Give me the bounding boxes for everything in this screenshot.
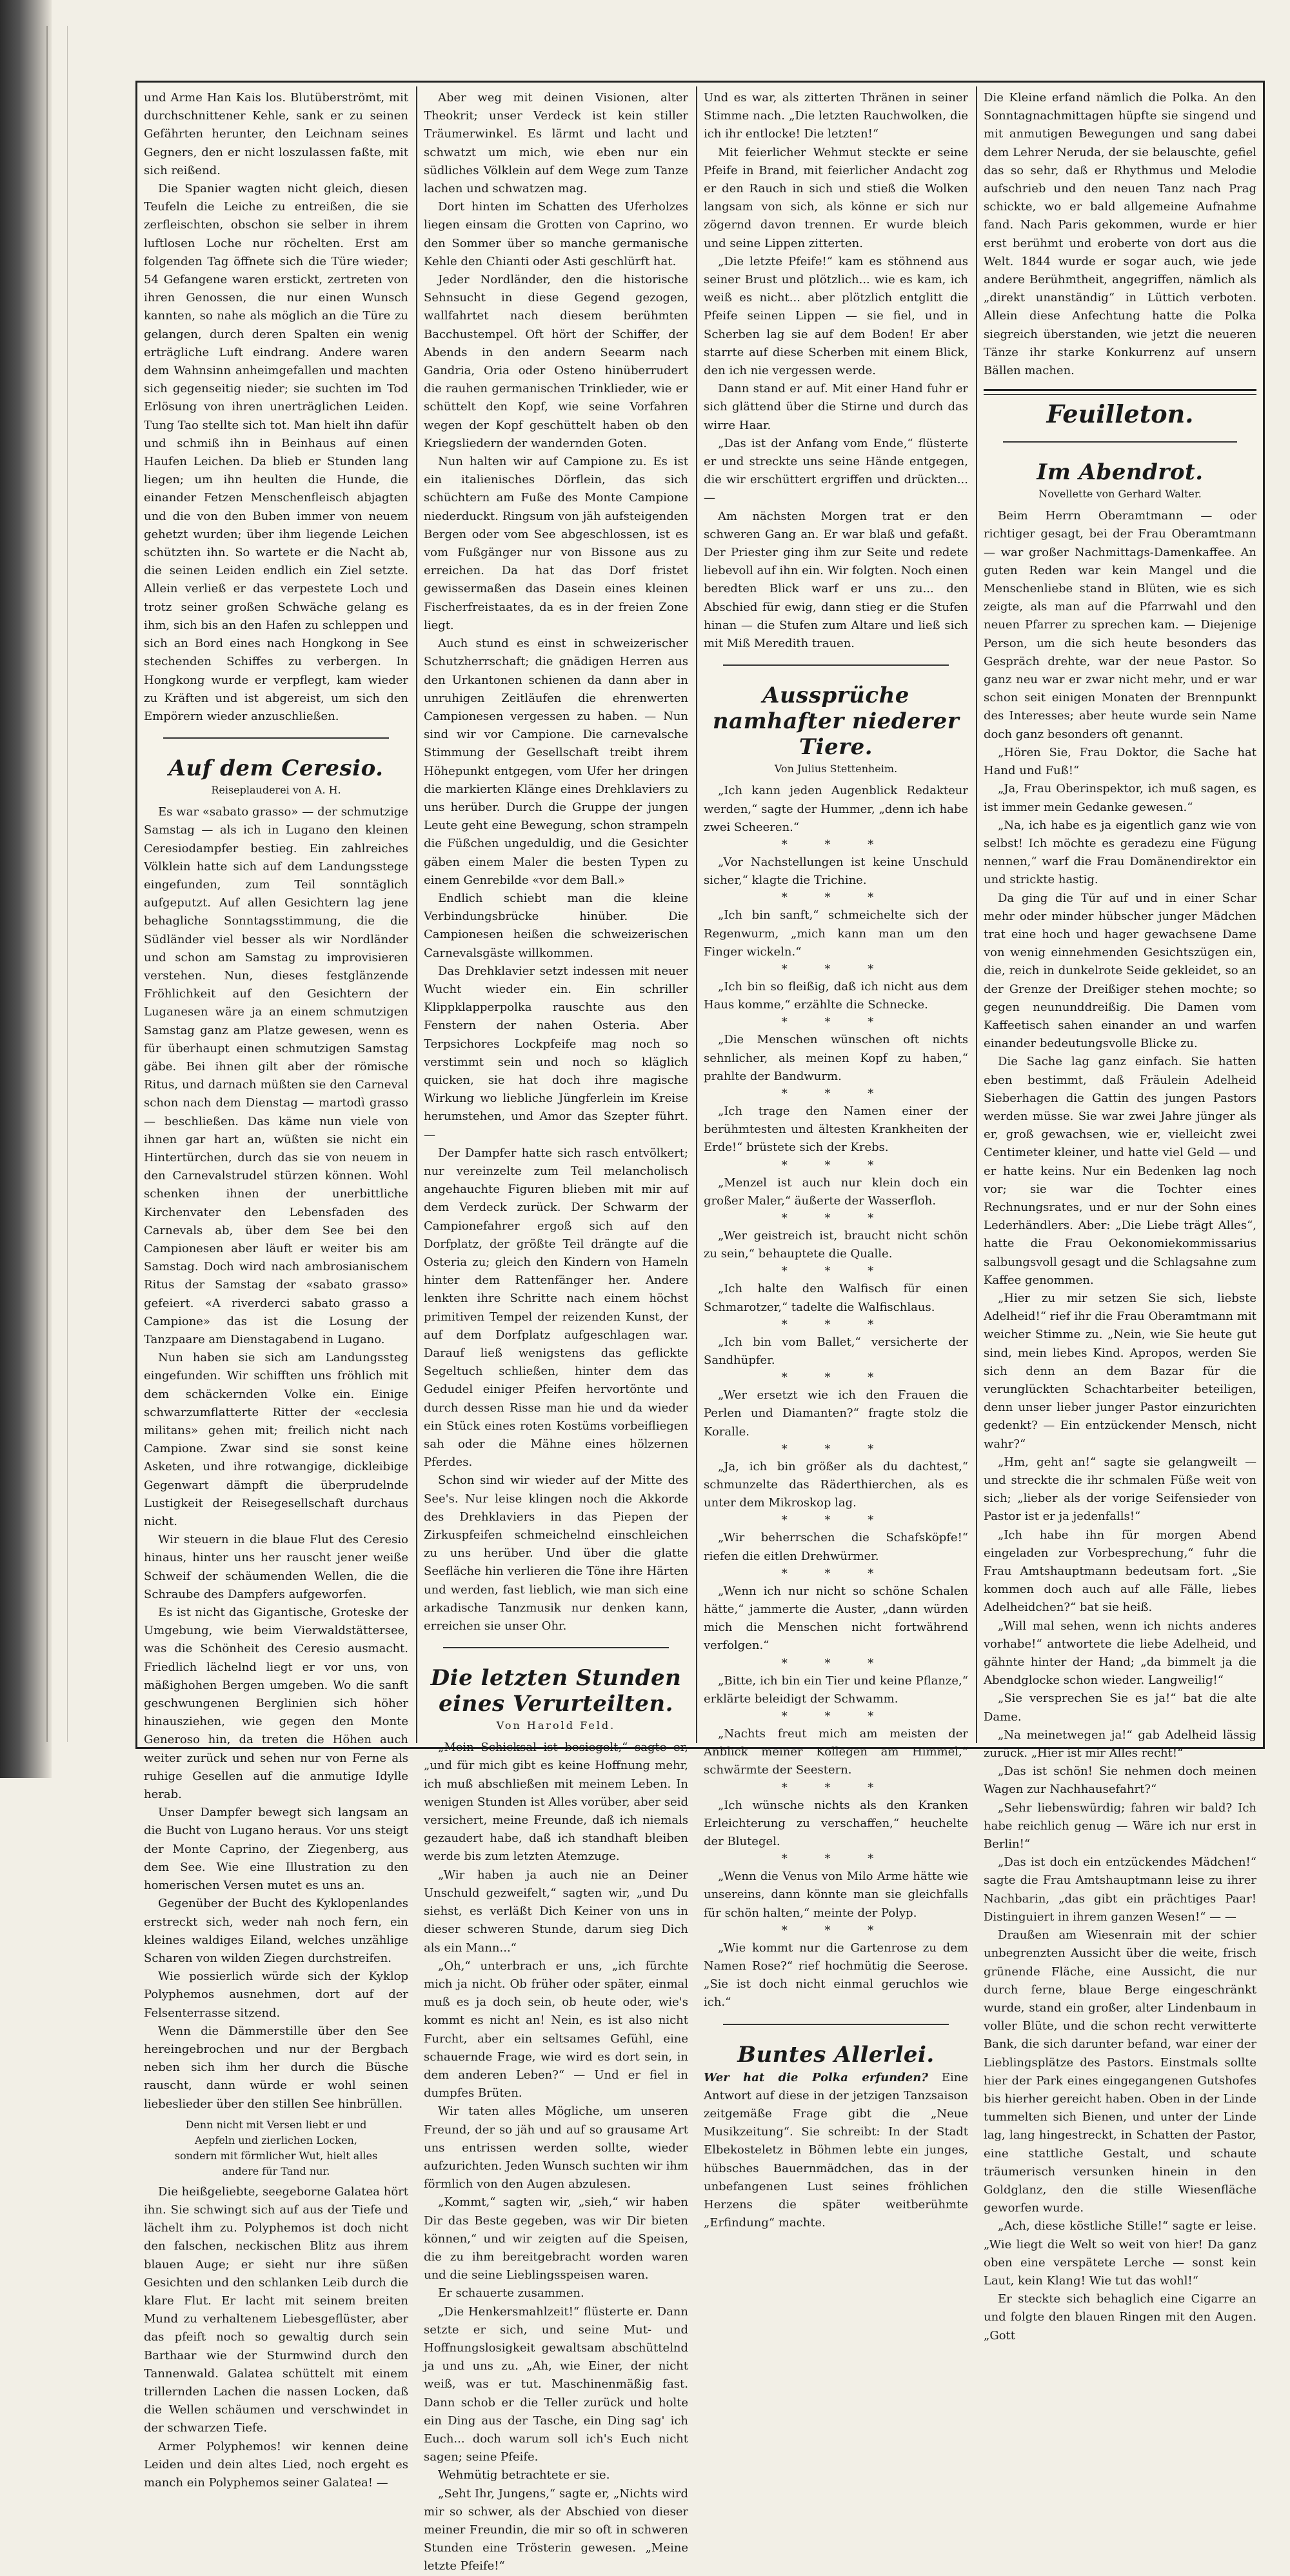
article-subtitle: Von Harold Feld.	[496, 1719, 616, 1732]
article-title-verurteilten: Die letzten Stunden eines Verurteilten.	[430, 1665, 682, 1717]
paragraph: Nun halten wir auf Campione zu. Es ist ein italienisches Dörflein, das sich schüchtern am Fuße des Monte Campione niederduckt. Ringsum von jäh aufsteigenden Bergen oder vom See abgeschlossen, ist es vom Fußgänger nur von Bissone aus zu erreichen. Da hat das Dorf fristet gewissermaßen das Dasein eines kleinen Fischerfreistaates, da es in der freien Zone liegt.	[424, 455, 688, 632]
saying: „Die Menschen wünschen oft nichts sehnlicher, als meinen Kopf zu haben,“ prahlte der Bandwurm.	[704, 1033, 968, 1083]
column-4	[984, 89, 1256, 2342]
paragraph: Er steckte sich behaglich eine Cigarre an und folgte den blauen Ringen mit den Augen. „Gott	[984, 2292, 1256, 2342]
column-rule	[976, 86, 977, 1743]
paragraph: Mit feierlicher Wehmut steckte er seine Pfeife in Brand, mit feierlicher Andacht zog er den Rauch in sich und stieß die Wolken langsam von sich, als könne er sich nur zögernd davon trennen. Er wurde bleich und seine Lippen zitterten.	[704, 145, 968, 250]
saying: „Ja, ich bin größer als du dachtest,“ schmunzelte das Räderthierchen, als es unter dem Mikroskop lag.	[704, 1459, 968, 1510]
column-rule	[416, 86, 417, 1743]
article-title-abendrot: Im Abendrot.	[1037, 459, 1204, 486]
paragraph: „Sie versprechen Sie es ja!“ bat die alte Dame.	[984, 1692, 1256, 1724]
star-separator: * * *	[781, 1317, 891, 1332]
poem-line: Denn nicht mit Versen liebt er und	[185, 2118, 367, 2131]
saying: „Vor Nachstellungen ist keine Unschuld sicher,“ klagte die Trichine.	[704, 855, 968, 888]
paragraph: Es war «sabato grasso» — der schmutzige Samstag — als ich in Lugano den kleinen Ceresiodampfer bestieg. Ein zahlreiches Völklein hatte sich auf dem Landungsstege eingefunden, zum Teil sonntäglich aufgeputzt. Auf allen Gesichtern lag jene behagliche Sonntagsstimmung, die die Südländer viel besser als wir Nordländer und schon am Samstag zu improvisieren verstehen. Nun, dieses festglänzende Fröhlichkeit auf den Gesichtern der Luganesen wäre ja an einem schmutzigen Samstag ganz am Platze gewesen, wenn es für überhaupt einen schmutzigen Samstag gäbe. Bei ihnen gilt aber der römische Ritus, und darnach müßten sie den Carneval schon nach dem Dienstag — martodì grasso — beschließen. Das käme nun viele von ihnen gar hart an, wüßten sie nicht ein Hintertürchen, durch das sie von neuem in den Carnevalstrudel stürzen können. Wohl schenken ihnen der unerbittliche Kirchenvater den Lebensfaden des Carnevals ab, über dem See bei den Campionesen aber läuft er weiter bis am Samstag. Doch wird nach ambrosianischem Ritus der Samstag der «sabato grasso» gefeiert. «A riverderci sabato grasso a Campione» das ist die Losung der Tanzpaare am Dienstagabend in Lugano.	[144, 805, 408, 1346]
paragraph: Unser Dampfer bewegt sich langsam an die Bucht von Lugano heraus. Vor uns steigt der Monte Caprino, der Ziegenberg, aus dem See. Wie eine Illustration zu den homerischen Versen mutet es uns an.	[144, 1806, 408, 1893]
paragraph: Wir taten alles Mögliche, um unseren Freund, der so jäh und auf so grausame Art uns entrissen werden sollte, wieder aufzurichten. Jeden Wunsch suchten wir ihm förmlich von den Augen abzulesen.	[424, 2104, 688, 2192]
paragraph: „Ich habe ihn für morgen Abend eingeladen zur Vorbesprechung,“ fuhr die Frau Amtshauptmann bedeutsam fort. „Sie kommen doch auch auf alle Fälle, liebes Adelheidchen?“ bat sie heiß.	[984, 1528, 1256, 1615]
saying: „Wenn die Venus von Milo Arme hätte wie unsereins, dann könnte man sie gleichfalls für schön halten,“ meinte der Polyp.	[704, 1870, 968, 1920]
paragraph: „Ja, Frau Oberinspektor, ich muß sagen, es ist immer mein Gedanke gewesen.“	[984, 782, 1256, 814]
paragraph: Wie possierlich würde sich der Kyklop Polyphemos ausnehmen, dort auf der Felsenterrasse sitzend.	[144, 1970, 408, 2020]
paragraph: Draußen am Wiesenrain mit der schier unbegrenzten Aussicht über die weite, frisch grünende Fläche, eine Aussicht, die nur durch ferne, blaue Berge eingeschränkt wurde, stand ein großer, alter Lindenbaum in voller Blüte, und die schon recht verwitterte Bank, die sich darunter befand, war einer der Lieblingsplätze des Pastors. Einstmals sollte hier der Park eines eingegangenen Gutshofes bis hierher gereicht haben. Oben in der Linde tummelten sich Bienen, und unter der Linde lag, lang hingestreckt, in Schatten der Pastor, eine stattliche Gestalt, und schaute träumerisch versunken hinein in den Goldglanz, den die stille Wiesenfläche geworfen wurde.	[984, 1928, 1256, 2215]
saying: „Ich wünsche nichts als den Kranken Erleichterung zu verschaffen,“ heuchelte der Blutegel.	[704, 1798, 968, 1849]
saying: „Ich bin sanft,“ schmeichelte sich der Regenwurm, „mich kann man um den Finger wickeln.“	[704, 908, 968, 959]
article-subtitle: Novellette von Gerhard Walter.	[1038, 488, 1202, 501]
saying: „Ich kann jeden Augenblick Redakteur werden,“ sagte der Hummer, „denn ich habe zwei Scheeren.“	[704, 784, 968, 834]
paragraph: Wehmütig betrachtete er sie.	[438, 2468, 610, 2482]
poem-line: Aepfeln und zierlichen Locken,	[195, 2133, 357, 2146]
article-title-allerlei: Buntes Allerlei.	[737, 2041, 935, 2068]
paragraph: „Hören Sie, Frau Doktor, die Sache hat Hand und Fuß!“	[984, 745, 1256, 778]
paragraph: Armer Polyphemos! wir kennen deine Leiden und dein altes Lied, noch ergeht es manch ein Polyphemos seiner Galatea! —	[144, 2439, 408, 2490]
paragraph: Beim Herrn Oberamtmann — oder richtiger gesagt, bei der Frau Oberamtmann — war großer Nachmittags-Damenkaffee. An guten Reden war kein Mangel und die Menschenliebe stand in Blüten, wie es sich zeigte, als man auf die Pfarrwahl und den neuen Pfarrer zu sprechen kam. — Diejenige Person, um die sich heute besonders das Gespräch drehte, war der neue Pastor. So ganz neu war er zwar nicht mehr, und er war schon seit einigen Monaten der Brennpunkt des Interesses; aber heute wurde sein Name doch ganz besonders oft genannt.	[984, 509, 1256, 741]
divider	[443, 1647, 669, 1648]
paragraph: „Das ist der Anfang vom Ende,“ flüsterte er und streckte uns seine Hände entgegen, die wir erschüttert ergriffen und drückten... —	[704, 436, 968, 505]
star-separator: * * *	[781, 1781, 891, 1795]
saying: „Wenn ich nur nicht so schöne Schalen hätte,“ jammerte die Auster, „dann würden mich die Menschen nicht fortwährend verfolgen.“	[704, 1584, 968, 1653]
article-title-tiere: Aussprüche namhafter niederer Tiere.	[712, 683, 960, 761]
paragraph: „Wir haben ja auch nie an Deiner Unschuld gezweifelt,“ sagten wir, „und Du siehst, es verläßt Dich Keiner von uns in dieser schweren Stunde, darum sieg Dich als ein Mann...“	[424, 1868, 688, 1955]
paragraph-polka	[704, 2069, 968, 2233]
binding-edge	[0, 0, 52, 1778]
paragraph: „Die letzte Pfeife!“ kam es stöhnend aus seiner Brust und plötzlich... wie es kam, ich weiß es nicht... aber plötzlich entglitt die Pfeife seinen Lippen — sie fiel, und in Scherben lag sie auf dem Boden! Er aber starrte auf diese Scherben mit einem Blick, den ich nie vergessen werde.	[704, 254, 968, 378]
poem-quote	[144, 2117, 408, 2179]
star-separator: * * *	[781, 1442, 891, 1456]
star-separator: * * *	[781, 1086, 891, 1101]
paragraph: „Hier zu mir setzen Sie sich, liebste Adelheid!“ rief ihr die Frau Oberamtmann mit weicher Stimme zu. „Nein, wie Sie heute gut sind, mein liebes Kind. Apropos, werden Sie sich denn an dem Bazar für die verunglückten Schachtarbeiter beteiligen, denn unser lieber junger Pastor einzurichten gedenkt? — Ein entzückender Mensch, nicht wahr?“	[984, 1291, 1256, 1451]
star-separator: * * *	[781, 1158, 891, 1172]
polka-text: Eine Antwort auf diese in der jetzigen Tanzsaison zeitgemäße Frage gibt die „Neue Musikzeitung“. Sie schreibt: In der Stadt Elbekosteletz in Böhmen lebte ein junges, hübsches Bauernmädchen, das in der unbefangenen Lust seines fröhlichen Herzens die später weitberühmte „Erfindung“ machte.	[704, 2070, 968, 2230]
paragraph: „Kommt,“ sagten wir, „sieh,“ wir haben Dir das Beste gegeben, was wir Dir bieten können,“ und wir zeigten auf die Speisen, die zu ihm bereitgebracht worden waren und die seine Lieblingsspeisen waren.	[424, 2195, 688, 2282]
paragraph: Endlich schiebt man die kleine Verbindungsbrücke hinüber. Die Campionesen heißen die schweizerischen Carnevalsgäste willkommen.	[424, 891, 688, 960]
paragraph: und Arme Han Kais los. Blutüberströmt, mit durchschnittener Kehle, sank er zu seinen Gefährten herunter, den Leichnam seines Gegners, den er nicht loszulassen faßte, mit sich reißend.	[144, 91, 408, 177]
article-subtitle: Von Julius Stettenheim.	[774, 763, 898, 775]
divider	[984, 389, 1256, 395]
saying: „Nachts freut mich am meisten der Anblick meiner Kollegen am Himmel,“ schwärmte der Seestern.	[704, 1727, 968, 1777]
saying: „Bitte, ich bin ein Tier und keine Pflanze,“ erklärte beleidigt der Schwamm.	[704, 1673, 968, 1706]
section-heading-feuilleton: Feuilleton.	[1046, 399, 1194, 429]
paragraph: Die Kleine erfand nämlich die Polka. An den Sonntagnachmittagen hüpfte sie singend und mit anmutigen Bewegungen und sang dabei dem Lehrer Neruda, der sie belauschte, gefiel das so sehr, daß er Rhythmus und Melodie aufschrieb und den neuen Tanz nach Prag schickte, wo er bald allgemeine Aufnahme fand. Nach Paris gekommen, wurde er hier erst berühmt und eroberte von dort aus die Welt. 1844 wurde er sogar auch, wie jede andere Berühmtheit, angegriffen, nämlich als „direkt unanständig“ in Lüttich verboten. Allein diese Anfechtung hatte die Polka siegreich überstanden, wie jetzt die neueren Tänze ihr starke Konkurrenz auf unsern Bällen machen.	[984, 91, 1256, 378]
column-rule	[696, 86, 697, 1743]
star-separator: * * *	[781, 962, 891, 976]
binding-lines	[46, 26, 68, 1742]
star-separator: * * *	[781, 1211, 891, 1225]
paragraph: „Oh,“ unterbrach er uns, „ich fürchte mich ja nicht. Ob früher oder später, einmal muß es ja doch sein, ob heute oder, wie's kommt es nicht an! Nein, es ist also nicht Furcht, aber ein seltsames Gefühl, eine schauernde Frage, wie wird es dort sein, in dem anderen Leben?“ — Und er fiel in dumpfes Brüten.	[424, 1959, 688, 2101]
paragraph: Schon sind wir wieder auf der Mitte des See's. Nur leise klingen noch die Akkorde des Drehklaviers in das Piepen der Zirkuspfeifen schmeichelnd einschleichen zu uns herüber. Und über die glatte Seefläche hin verlieren die Töne ihre Härten und werden, fast lieblich, wie man sich eine arkadische Tanzmusik nur denken kann, erreichen sie unser Ohr.	[424, 1473, 688, 1633]
divider	[723, 2024, 949, 2025]
saying: „Ich halte den Walfisch für einen Schmarotzer,“ tadelte die Walfischlaus.	[704, 1282, 968, 1314]
paragraph: Dann stand er auf. Mit einer Hand fuhr er sich glättend über die Stirne und durch das wirre Haar.	[704, 382, 968, 432]
paragraph: Gegenüber der Bucht des Kyklopenlandes erstreckt sich, weder nah noch fern, ein kleines waldiges Eiland, welches unzählige Scharen von wilden Ziegen durchstreifen.	[144, 1897, 408, 1965]
newspaper-page	[135, 81, 1265, 2573]
paragraph: Die Sache lag ganz einfach. Sie hatten eben bestimmt, daß Fräulein Adelheid Sieberhagen die Gattin des jungen Pastors werden müsse. Sie war zwei Jahre jünger als er, groß gewachsen, wie er, vielleicht zwei Centimeter kleiner, und hatte viel Geld — und er hatte keins. Nur ein Bedenken lag noch vor; sie war die Tochter eines Rechnungsrates, und er nur der Sohn eines Lederhändlers. Aber: „Die Liebe trägt Alles“, hatte die Frau Oekonomiekommissarius salbungsvoll gesagt und die Schlagsahne zum Kaffee genommen.	[984, 1055, 1256, 1287]
poem-line: sondern mit förmlicher Wut, hielt alles	[174, 2149, 378, 2162]
paragraph: „Mein Schicksal ist besiegelt,“ sagte er, „und für mich gibt es keine Hoffnung mehr, ich muß abschließen mit meinem Leben. In wenigen Stunden ist Alles vorüber, aber seid versichert, meine Freunde, daß ich niemals gezaudert habe, daß ich standhaft bleiben werde bis zum letzten Atemzuge.	[424, 1741, 688, 1864]
paragraph: Wenn die Dämmerstille über den See hereingebrochen und nur der Bergbach neben sich ihm her durch die Büsche rauscht, dann würde er wohl seinen liebeslieder über den stillen See hinbrüllen.	[144, 2024, 408, 2111]
star-separator: * * *	[781, 837, 891, 852]
article-subtitle: Reiseplauderei von A. H.	[211, 784, 341, 797]
column-1	[144, 89, 408, 2490]
poem-line: andere für Tand nur.	[222, 2164, 330, 2177]
paragraph: „Sehr liebenswürdig; fahren wir bald? Ich habe reichlich genug — Wäre ich nur erst in Berlin!“	[984, 1801, 1256, 1852]
paragraph: Es ist nicht das Gigantische, Groteske der Umgebung, wie beim Vierwaldstättersee, was die Schönheit des Ceresio ausmacht. Friedlich lächelnd liegt er vor uns, von mäßighohen Bergen umgeben. Wo die sanft geschwungenen Berglinien sich höher hinausziehen, wie gegen den Monte Generoso hin, da treten die Höhen auch weiter zurück und sehen nur von Ferne als ruhige Gesellen auf die anmutige Idylle herab.	[144, 1606, 408, 1802]
star-separator: * * *	[781, 1513, 891, 1528]
saying: „Wer geistreich ist, braucht nicht schön zu sein,“ behauptete die Qualle.	[704, 1228, 968, 1261]
paragraph: Die Spanier wagten nicht gleich, diesen Teufeln die Leiche zu entreißen, die sie zerfleischten, obschon sie selber in ihrem luftlosen Loche nur röchelten. Erst am folgenden Tag öffnete sich die Türe wieder; 54 Gefangene waren erstickt, zertreten von ihren Genossen, die nur einen Wunsch kannten, so nahe als möglich an die Türe zu gelangen, durch deren Spalten ein wenig erträgliche Luft eindrang. Andere waren dem Wahnsinn anheimgefallen und machten sich gegenseitig nieder; sie suchten im Tod Erlösung von ihren unerträglichen Leiden. Tung Tao stellte sich tot. Man hielt ihn dafür und schmiß ihn in Beinhaus auf einen Haufen Leichen. Da blieb er Stunden lang liegen; um ihn heulten die Hunde, die einander Fetzen Menschenfleisch abjagten und die von den Buben immer von neuem gehetzt wurden; über ihm liegende Leichen schützten ihn. So wartete er die Nacht ab, die seinen Leiden endlich ein Ziel setzte. Allein verließ er das verpestete Loch und trotz seiner großen Schwäche gelang es ihm, sich bis an den Hafen zu schleppen und sich an Bord eines nach Hongkong in See stechenden Schiffes zu verbergen. In Hongkong wurde er verpflegt, kam wieder zu Kräften und ist abgereist, um sich den Empörern wieder anzuschließen.	[144, 182, 408, 723]
runin-heading: Wer hat die Polka erfunden?	[704, 2070, 928, 2084]
star-separator: * * *	[781, 1015, 891, 1030]
saying: „Wir beherrschen die Schafsköpfe!“ riefen die eitlen Drehwürmer.	[704, 1531, 968, 1563]
paragraph: Die heißgeliebte, seegeborne Galatea hört ihn. Sie schwingt sich auf aus der Tiefe und lächelt ihm zu. Polyphemos ist doch nicht den falschen, neckischen Blitz aus ihrem blauen Auge; er sieht nur ihre süßen Gesichten und den schlanken Leib durch die klare Flut. Er lacht mit seinem breiten Mund zu verhaltenem Liebesgeflüster, aber das pfeift noch so gewaltig durch sein Barthaar wie der Sturmwind durch den Tannenwald. Galatea schüttelt mit einem trillernden Lachen die nassen Locken, daß die Wellen schäumen und verschwindet in der schwarzen Tiefe.	[144, 2184, 408, 2435]
saying: „Menzel ist auch nur klein doch ein großer Maler,“ äußerte der Wasserfloh.	[704, 1175, 968, 1208]
article-title-ceresio: Auf dem Ceresio.	[168, 755, 384, 782]
saying: „Ich trage den Namen einer der berühmtesten und ältesten Krankheiten der Erde!“ brüstete sich der Krebs.	[704, 1104, 968, 1155]
star-separator: * * *	[781, 891, 891, 905]
paragraph: Aber weg mit deinen Visionen, alter Theokrit; unser Verdeck ist kein stiller Träumerwinkel. Es lärmt und lacht und schwatzt um mich, wie eben nur ein südliches Völklein auf dem Wege zum Tanze lachen und schwatzen mag.	[424, 91, 688, 196]
star-separator: * * *	[781, 1656, 891, 1670]
paragraph: „Na meinetwegen ja!“ gab Adelheid lässig zurück. „Hier ist mir Alles recht!“	[984, 1728, 1256, 1761]
star-separator: * * *	[781, 1923, 891, 1937]
paragraph: Wir steuern in die blaue Flut des Ceresio hinaus, hinter uns her rauscht jener weiße Schweif der schäumenden Wellen, die die Schraube des Dampfers aufgeworfen.	[144, 1533, 408, 1601]
star-separator: * * *	[781, 1852, 891, 1866]
saying: „Wie kommt nur die Gartenrose zu dem Namen Rose?“ rief hochmütig die Seerose. „Sie ist doch nicht einmal geruchlos wie ich.“	[704, 1941, 968, 2010]
saying: „Wer ersetzt wie ich den Frauen die Perlen und Diamanten?“ fragte stolz die Koralle.	[704, 1388, 968, 1439]
paragraph: „Das ist doch ein entzückendes Mädchen!“ sagte die Frau Amtshauptmann leise zu ihrer Nachbarin, „das gibt ein prächtiges Paar! Distinguiert in ihrem ganzen Wesen!“ — —	[984, 1855, 1256, 1924]
divider	[1003, 441, 1237, 443]
saying: „Ich bin vom Ballet,“ versicherte der Sandhüpfer.	[704, 1335, 968, 1367]
paragraph: „Hm, geht an!“ sagte sie gelangweilt — und streckte die ihr schmalen Füße weit von sich; „lieber als der vorige Seifensieder von Pastor ist er ja jedenfalls!“	[984, 1455, 1256, 1524]
paragraph: Und es war, als zitterten Thränen in seiner Stimme nach. „Die letzten Rauchwolken, die ich ihr entlocke! Die letzten!“	[704, 91, 968, 141]
star-separator: * * *	[781, 1566, 891, 1581]
star-separator: * * *	[781, 1264, 891, 1279]
paragraph: „Seht Ihr, Jungens,“ sagte er, „Nichts wird mir so schwer, als der Abschied von dieser meiner Freundin, die mir so oft in schweren Stunden eine Trösterin gewesen. „Meine letzte Pfeife!“	[424, 2486, 688, 2573]
paragraph: „Die Henkersmahlzeit!“ flüsterte er. Dann setzte er sich, und seine Mut- und Hoffnungslosigkeit gewaltsam abschüttelnd ja und uns zu. „Ah, wie Einer, der nicht weiß, was er tut. Maschinenmäßig fast. Dann schob er die Teller zurück und holte ein Ding aus der Tasche, ein Ding sag' ich Euch... doch warum soll ich's Euch nicht sagen; seine Pfeife.	[424, 2304, 688, 2464]
paragraph: „Will mal sehen, wenn ich nichts anderes vorhabe!“ antwortete die liebe Adelheid, und gähnte hinter der Hand; „da bimmelt ja die Abendglocke schon wieder. Langweilig!“	[984, 1619, 1256, 1688]
paragraph: „Das ist schön! Sie nehmen doch meinen Wagen zur Nachhausefahrt?“	[984, 1764, 1256, 1797]
paragraph: Da ging die Tür auf und in einer Schar mehr oder minder hübscher junger Mädchen trat eine hoch und hager gewachsene Dame von wenig einnehmenden Gesichtszügen ein, die, reich in dunkelrote Seide gekleidet, so an der Grenze der Dreißiger stehen mochte; so gegen neununddreißig. Die Damen vom Kaffeetisch sahen einander an und warfen einander bedeutungsvolle Blicke zu.	[984, 891, 1256, 1051]
paragraph: Dort hinten im Schatten des Uferholzes liegen einsam die Grotten von Caprino, wo den Sommer über so manche germanische Kehle den Chianti oder Asti geschlürft hat.	[424, 200, 688, 268]
paragraph: Nun haben sie sich am Landungssteg eingefunden. Wir schifften uns fröhlich mit dem schäckernden Volke ein. Einige schwarzumflatterte Ritter der «ecclesia militans» gehen mit; freilich nicht nach Campione. Zwar sind sie sonst keine Asketen, und ihre rotwangige, dickleibige Gegenwart dämpft die überprudelnde Lustigkeit der Reisegesellschaft durchaus nicht.	[144, 1351, 408, 1529]
paragraph: Das Drehklavier setzt indessen mit neuer Wucht wieder ein. Ein schriller Klippklapperpolka rauschte aus den Fenstern der nahen Osteria. Aber Terpsichores Lockpfeife mag noch so verstimmt sein und noch so kläglich quicken, sie hat doch ihre magische Wirkung wo liebliche Jüngferlein im Kreise herumstehen, und Amor das Szepter führt. —	[424, 964, 688, 1142]
paragraph: Jeder Nordländer, den die historische Sehnsucht in diese Gegend gezogen, wallfahrtet nach diesem berühmten Bacchustempel. Oft hört der Schiffer, der Abends in den andern Seearm nach Gandria, Oria oder Osteno hinüberrudert die rauhen germanischen Trinklieder, wie er schüttelt den Kopf, wie seine Vorfahren wegen der Kopf geschüttelt haben ob den Kriegsliedern der wandernden Goten.	[424, 273, 688, 450]
star-separator: * * *	[781, 1710, 891, 1724]
paragraph: Der Dampfer hatte sich rasch entvölkert; nur vereinzelte zum Teil melancholisch angehauchte Figuren blieben mit mir auf dem Verdeck zurück. Der Schwarm der Campionefahrer ergoß sich auf den Dorfplatz, der größte Teil drängte auf die Osteria zu; gleich den Kindern von Hameln hinter dem Rattenfänger her. Andere lenkten ihre Schritte nach einem höchst primitiven Tempel der reizenden Kunst, der auf dem Dorfplatz aufgeschlagen war. Darauf ließ wenigstens das geflickte Segeltuch schließen, hinter dem das Gedudel einiger Pfeifen hervortönte und durch dessen Risse man hie und da wieder ein Stück eines roten Kostüms vorbeifliegen sah oder die Mähne eines hölzernen Pferdes.	[424, 1146, 688, 1470]
column-2	[424, 89, 688, 2573]
star-separator: * * *	[781, 1371, 891, 1385]
divider	[723, 664, 949, 666]
divider	[163, 737, 389, 739]
paragraph: Er schauerte zusammen.	[438, 2286, 584, 2301]
paragraph: Auch stund es einst in schweizerischer Schutzherrschaft; die gnädigen Herren aus den Urkantonen schienen da dann aber in unruhigen Zeitläufen die ehrenwerten Campionesen vergessen zu haben. — Nun sind wir vor Campione. Die carnevalsche Stimmung der Gesellschaft treibt ihrem Höhepunkt entgegen, vom Ufer her dringen die markierten Klänge eines Drehklaviers zu uns herüber. Durch die Gruppe der jungen Leute geht eine Bewegung, schon strampeln die Füßchen ungeduldig, und die Gesichter gäben einem Maler die besten Typen zu einem Genrebilde «vor dem Ball.»	[424, 637, 688, 887]
sayings-list	[704, 782, 968, 2012]
paragraph: „Ach, diese köstliche Stille!“ sagte er leise. „Wie liegt die Welt so weit von hier! Da ganz oben eine verspätete Lerche — sonst kein Laut, kein Klang! Wie tut das wohl!“	[984, 2219, 1256, 2288]
saying: „Ich bin so fleißig, daß ich nicht aus dem Haus komme,“ erzählte die Schnecke.	[704, 979, 968, 1012]
paragraph: Am nächsten Morgen trat er den schweren Gang an. Er war blaß und gefaßt. Der Priester ging ihm zur Seite und redete liebevoll auf ihn ein. Wir folgten. Noch einen beredten Blick warf er uns zu... den Abschied für ewig, dann stieg er die Stufen hinan — die Stufen zum Altare und ließ sich mit Miß Meredith trauen.	[704, 509, 968, 651]
column-3	[704, 89, 968, 2230]
paragraph: „Na, ich habe es ja eigentlich ganz wie von selbst! Ich möchte es geradezu eine Fügung nennen,“ warf die Frau Domänendirektor ein und strickte hastig.	[984, 818, 1256, 887]
